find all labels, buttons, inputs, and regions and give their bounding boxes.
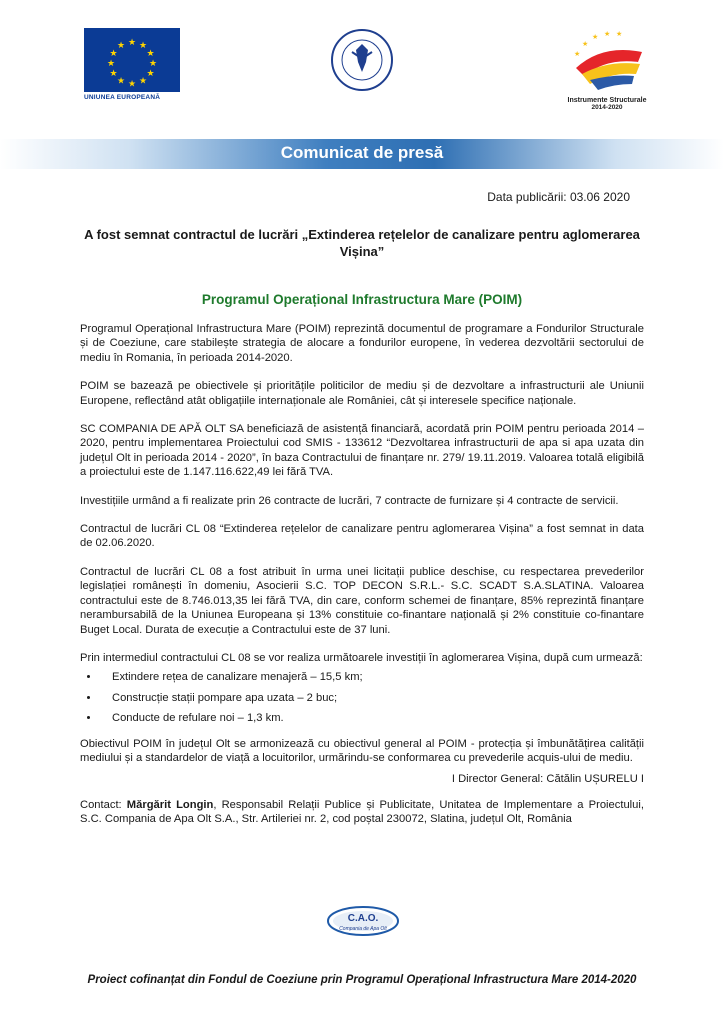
- eu-logo-caption: UNIUNEA EUROPEANĂ: [84, 94, 161, 101]
- contact-info: [80, 798, 644, 827]
- paragraph: Contractul de lucrări CL 08 “Extinderea rețelelor de canalizare pentru aglomerarea Vișina” a fost semnat in data de 02.06.2020.: [80, 523, 644, 550]
- eu-flag-icon: [84, 28, 180, 92]
- program-title: Programul Operațional Infrastructura Mare (POIM): [201, 292, 523, 307]
- paragraph: Programul Operațional Infrastructura Mare (POIM) reprezintă documentul de programare a Fondurilor Structurale și de Coeziune, care stabilește strategia de alocare a fondurilor europene, în vederea dezvoltării sectorului de mediu în Romania, în perioada 2014-2020.: [80, 323, 644, 364]
- cao-logo-icon: [326, 905, 400, 937]
- paragraph: POIM se bazează pe obiectivele și prioritățile politicilor de mediu și de dezvoltare a infrastructurii ale Uniunii Europene, reflectând atât obligațiile internaționale ale României, cât și interesele specifice naționale.: [80, 380, 644, 407]
- headline: A fost semnat contractul de lucrări „Extinderea rețelelor de canalizare pentru aglomerarea Vișina”: [84, 227, 640, 259]
- contact-details: , Responsabil Relații Publice și Publicitate, Unitatea de Implementare a Proiectului, S.C. Compania de Apa Olt S.A., Str. Artileriei nr. 2, cod poștal 230072, Slatina, județul Olt, România: [80, 798, 644, 826]
- svg-text:★: ★: [109, 49, 118, 59]
- svg-text:★: ★: [116, 76, 126, 87]
- press-release-banner: [0, 139, 724, 169]
- eu-logo: [84, 28, 184, 104]
- signature: I Director General: Cătălin UȘURELU I: [451, 773, 644, 786]
- paragraph: Prin intermediul contractului CL 08 se vor realiza următoarele investiții în aglomerarea Vișina, după cum urmează:: [80, 651, 643, 664]
- publication-date: Data publicării: 03.06 2020: [487, 190, 630, 204]
- svg-text:★: ★: [127, 79, 137, 90]
- svg-text:★: ★: [616, 30, 623, 38]
- contact-label: Contact:: [80, 798, 127, 811]
- instrumente-structurale-logo: [562, 30, 652, 118]
- svg-text:★: ★: [582, 40, 589, 48]
- cao-logo-text: C.A.O.: [347, 913, 379, 924]
- svg-text:★: ★: [148, 59, 158, 69]
- article-body: [80, 322, 644, 827]
- government-seal-icon: [330, 28, 394, 92]
- svg-text:★: ★: [138, 76, 148, 87]
- instrumente-structurale-period: 2014-2020: [591, 104, 623, 111]
- cao-logo: [326, 905, 400, 937]
- svg-text:★: ★: [116, 41, 126, 51]
- banner-title: Comunicat de presă: [280, 143, 444, 162]
- svg-text:★: ★: [106, 59, 116, 69]
- footer: Proiect cofinanțat din Fondul de Coeziune prin Programul Operațional Infrastructura Mare 2014-2020: [87, 974, 637, 986]
- instrumente-structurale-caption: Instrumente Structurale: [567, 97, 647, 104]
- svg-text:★: ★: [146, 69, 155, 79]
- svg-text:★: ★: [592, 33, 599, 41]
- svg-text:★: ★: [138, 41, 148, 51]
- paragraph: Investițiile urmând a fi realizate prin 26 contracte de lucrări, 7 contracte de furnizare și 4 contracte de servicii.: [80, 494, 619, 507]
- svg-text:★: ★: [127, 38, 137, 48]
- svg-text:★: ★: [109, 69, 118, 79]
- svg-text:★: ★: [604, 30, 611, 38]
- svg-text:★: ★: [146, 49, 155, 59]
- cao-logo-subtext: Compania de Apa Olt: [339, 926, 387, 932]
- svg-text:★: ★: [574, 50, 581, 58]
- contact-name: Mărgărit Longin: [126, 798, 214, 811]
- closing-paragraph: Obiectivul POIM în județul Olt se armonizează cu obiectivul general al POIM - protecția și îmbunătățirea calității mediului și a standardelor de viață a locuitorilor, urmărindu-se conformarea cu prevederile acquis-ului de mediu.: [80, 737, 644, 764]
- list-item: • Extindere rețea de canalizare menajeră – 15,5 km;: [100, 670, 644, 684]
- list-item: • Conducte de refulare noi – 1,3 km.: [100, 711, 644, 725]
- instrumente-structurale-icon: [562, 30, 652, 92]
- paragraph: Contractul de lucrări CL 08 a fost atribuit în urma unei licitații publice deschise, cu respectarea prevederilor legislației românești în domeniu, Asocierii S.C. TOP DECON S.R.L.- S.C. SCADT S.A.SLATINA. Valoarea contractului este de 8.746.013,35 lei fără TVA, din care, conform schemei de finanțare, 85% reprezintă finanțare nerambursabilă de la Uniunea Europeana și 13% constituie co-finantare națională și 2% constituie co-finantare Buget Local. Durata de execuție a Contractului este de 37 luni.: [80, 565, 644, 636]
- list-item: • Construcție stații pompare apa uzata – 2 buc;: [100, 691, 644, 705]
- investment-list: [80, 670, 644, 725]
- paragraph: SC COMPANIA DE APĂ OLT SA beneficiază de asistență financiară, acordată prin POIM pentru perioada 2014 – 2020, pentru implementarea Proiectului cod SMIS - 133612 “Dezvoltarea infrastructurii de apa si apa uzata din județul Olt in perioada 2014 - 2020”, în baza Contractului de finanțare nr. 279/ 19.11.2019. Valoarea totală eligibilă a proiectului este de 1.147.116.622,49 lei fără TVA.: [80, 423, 644, 479]
